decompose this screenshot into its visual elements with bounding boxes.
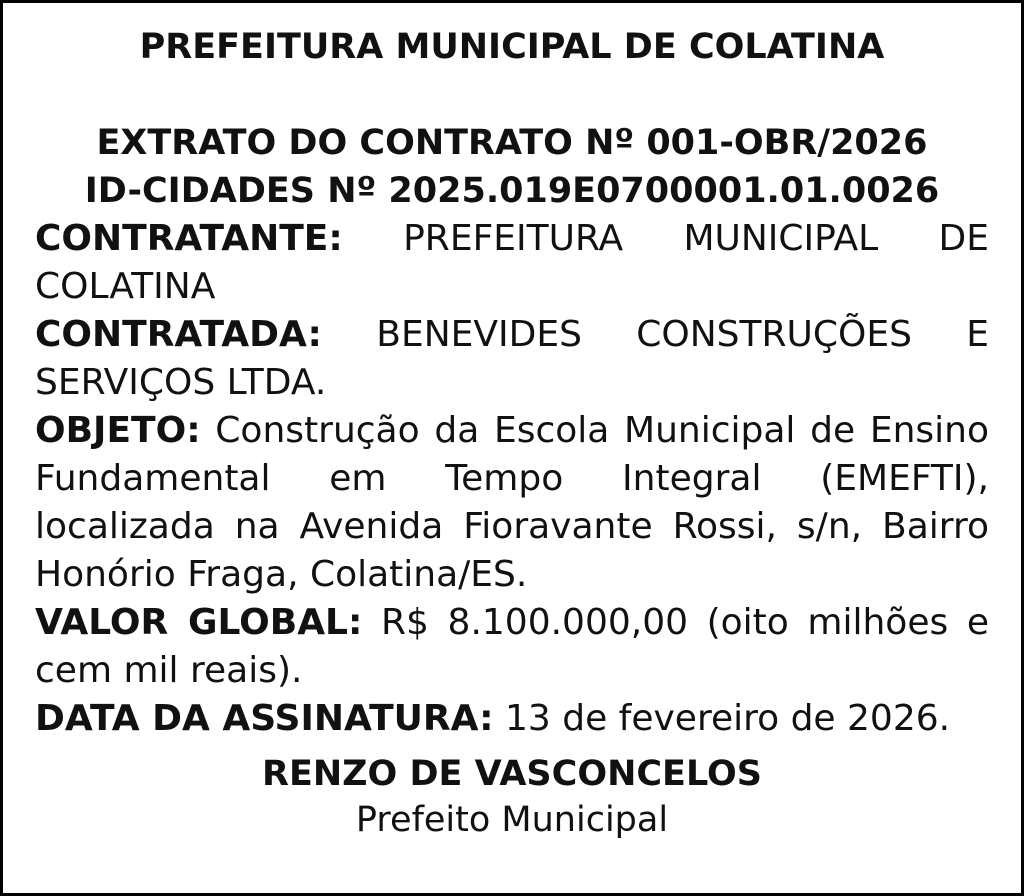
signer-name: RENZO DE VASCONCELOS [262, 754, 762, 794]
data-assinatura-field [35, 695, 989, 743]
extract-number: EXTRATO DO CONTRATO Nº 001-OBR/2026 [96, 123, 928, 163]
contratada-label: CONTRATADA: [35, 314, 322, 355]
signer-role: Prefeito Municipal [355, 800, 669, 840]
objeto-field [35, 407, 989, 599]
valor-global-value: R$ 8.100.000,00 (oito milhões e cem mil reais). [35, 602, 989, 691]
contratante-label: CONTRATANTE: [35, 218, 343, 259]
valor-global-field [35, 599, 989, 695]
contratada-value: BENEVIDES CONSTRUÇÕES E SERVIÇOS LTDA. [35, 314, 989, 403]
notice-title: PREFEITURA MUNICIPAL DE COLATINA [139, 27, 885, 67]
contratada-field [35, 311, 989, 407]
valor-global-label: VALOR GLOBAL: [35, 602, 363, 643]
id-cidades-number: ID-CIDADES Nº 2025.019E0700001.01.0026 [84, 171, 940, 211]
data-assinatura-label: DATA DA ASSINATURA: [35, 698, 494, 739]
data-assinatura-value: 13 de fevereiro de 2026. [504, 698, 951, 739]
objeto-label: OBJETO: [35, 410, 201, 451]
objeto-value: Construção da Escola Municipal de Ensino Fundamental em Tempo Integral (EMEFTI), localizada na Avenida Fioravante Rossi, s/n, Bairro Honório Fraga, Colatina/ES. [35, 410, 989, 595]
contratante-field [35, 215, 989, 311]
contratante-value: PREFEITURA MUNICIPAL DE COLATINA [35, 218, 989, 307]
